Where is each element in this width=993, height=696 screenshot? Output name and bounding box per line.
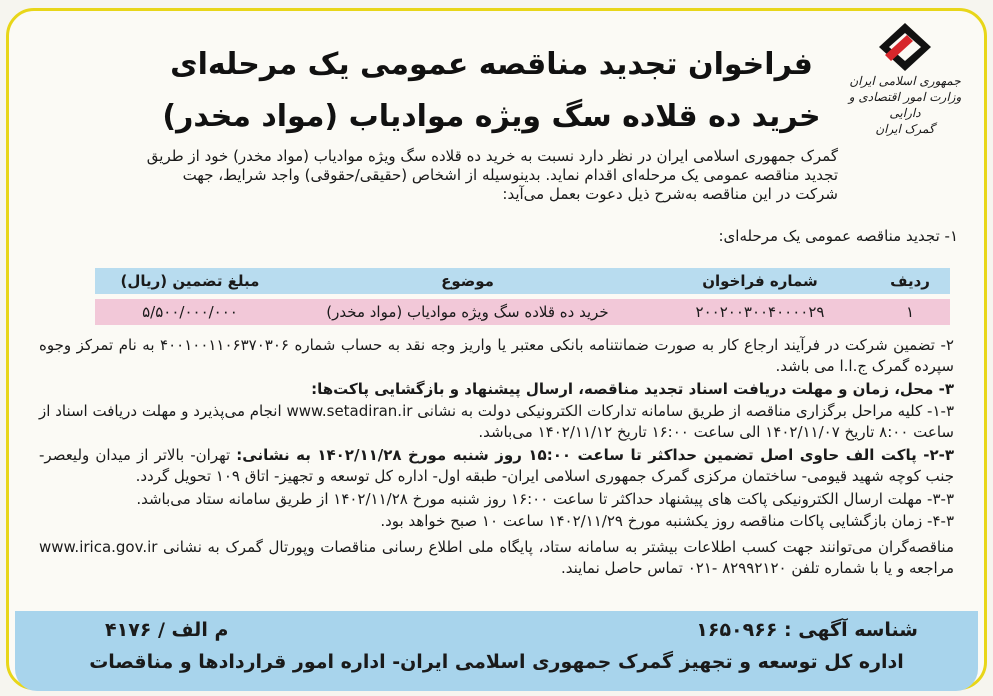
notice-body (15, 17, 978, 681)
cell-row-num: ۱ (870, 299, 950, 325)
logo-line-2: وزارت امور اقتصادی و دارایی (848, 90, 962, 120)
tender-table (95, 263, 950, 330)
customs-logo (846, 21, 964, 137)
notice-title: فراخوان تجدید مناقصه عمومی یک مرحله‌ای (170, 47, 813, 82)
cell-call-number: ۲۰۰۲۰۰۳۰۰۴۰۰۰۰۲۹ (650, 299, 870, 325)
section-3-1: ۱-۳- کلیه مراحل برگزاری مناقصه از طریق سامانه تدارکات الکترونیکی دولت به نشانی www.setadiran.ir انجام می‌پذیرد و مهلت دریافت اسناد از ساعت ۸:۰۰ تاریخ ۱۴۰۲/۱۱/۰۷ الی ساعت ۱۶:۰۰ تاریخ ۱۴۰۲/۱۱/۱۲ می‌باشد. (39, 402, 955, 441)
section-3-title: ۳- محل، زمان و مهلت دریافت اسناد تجدید مناقصه، ارسال پیشنهاد و بازگشایی پاکت‌ها: (311, 380, 954, 398)
table-header-row (95, 268, 950, 294)
header-call-number: شماره فراخوان (650, 268, 870, 294)
section-3-2-address: تهران- بالاتر از میدان ولیعصر- جنب کوچه شهید قیومی- ساختمان مرکزی گمرک جمهوری اسلامی ایران- طبقه اول- اداره کل توسعه و تجهیز- اتاق ۱۰۹ تحویل گردد. (39, 446, 954, 485)
notice-subtitle: خرید ده قلاده سگ ویژه موادیاب (مواد مخدر) (162, 99, 821, 134)
intro-paragraph: گمرک جمهوری اسلامی ایران در نظر دارد نسبت به خرید ده قلاده سگ ویژه موادیاب (مواد مخدر) خود از طریق تجدید مناقصه عمومی یک مرحله‌ای اقدام نماید. بدینوسیله از اشخاص (حقیقی/حقوقی) واجد شرایط، جهت شرکت در این مناقصه به‌شرح ذیل دعوت بعمل می‌آید: (146, 147, 838, 203)
section-3-4: ۴-۳- زمان بازگشایی پاکات مناقصه روز یکشنبه مورخ ۱۴۰۲/۱۱/۲۹ ساعت ۱۰ صبح خواهد بود. (380, 512, 954, 530)
table-row (95, 299, 950, 325)
closing-paragraph: مناقصه‌گران می‌توانند جهت کسب اطلاعات بیشتر به سامانه ستاد، پایگاه ملی اطلاع رسانی مناقصات وپورتال گمرک به نشانی www.irica.gov.ir مراجعه و یا با شماره تلفن ۸۲۹۹۲۱۲۰ -۰۲۱ تماس حاصل نمایند. (39, 538, 954, 577)
section-3-3: ۳-۳- مهلت ارسال الکترونیکی پاکت های پیشنهاد حداکثر تا ساعت ۱۶:۰۰ روز شنبه مورخ ۱۴۰۲/۱۱/۲۸ از طریق سامانه ستاد می‌باشد. (136, 490, 954, 508)
cell-subject: خرید ده قلاده سگ ویژه موادیاب (مواد مخدر) (285, 299, 650, 325)
notice-frame (6, 8, 987, 690)
logo-line-3: گمرک ایران (875, 122, 935, 136)
logo-line-1: جمهوری اسلامی ایران (849, 74, 961, 88)
item-1-heading: ۱- تجدید مناقصه عمومی یک مرحله‌ای: (718, 227, 958, 245)
footer-band (15, 611, 978, 691)
issuing-office: اداره کل توسعه و تجهیز گمرک جمهوری اسلامی ایران- اداره امور قراردادها و مناقصات (89, 651, 904, 673)
header-row-num: ردیف (870, 268, 950, 294)
cell-guarantee: ۵/۵۰۰/۰۰۰/۰۰۰ (95, 299, 285, 325)
section-3-2 (39, 445, 954, 487)
ad-code: م الف / ۴۱۷۶ (105, 619, 229, 641)
section-3-2-bold: ۲-۳- پاکت الف حاوی اصل تضمین حداکثر تا ساعت ۱۵:۰۰ روز شنبه مورخ ۱۴۰۲/۱۱/۲۸ به نشانی: (236, 446, 955, 464)
customs-emblem-icon (877, 21, 933, 73)
header-guarantee: مبلغ تضمین (ریال) (95, 268, 285, 294)
header-subject: موضوع (285, 268, 650, 294)
section-2: ۲- تضمین شرکت در فرآیند ارجاع کار به صورت ضمانتنامه بانکی معتبر یا واریز وجه نقد به حساب شماره ۴۰۰۱۰۰۱۱۰۶۳۷۰۳۰۶ به نام تمرکز وجوه سپرده گمرک ج.ا.ا می باشد. (39, 336, 954, 375)
ad-id: شناسه آگهی : ۱۶۵۰۹۶۶ (696, 619, 918, 641)
